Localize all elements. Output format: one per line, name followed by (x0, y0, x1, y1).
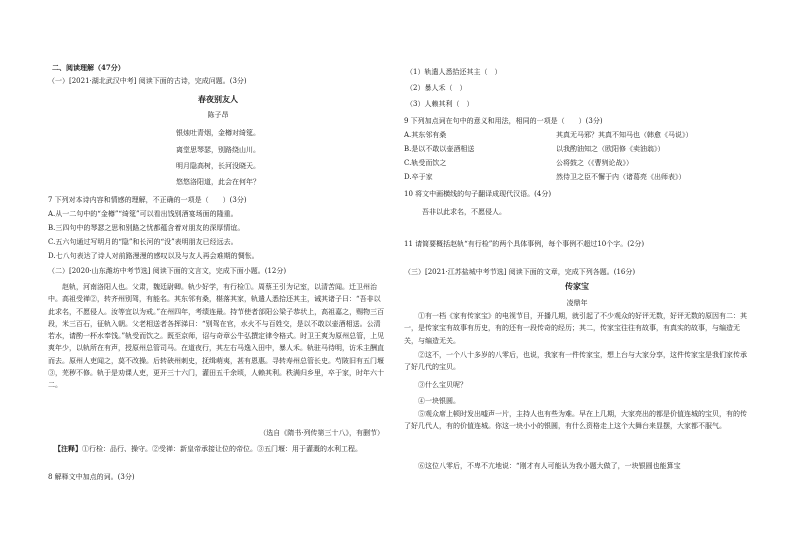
q7-stem: 7 下列对本诗内容和情感的理解，不正确的一项是（ ）(3分) (48, 196, 247, 204)
q9-option-d-left: D.卒于家 (404, 173, 433, 181)
q9-option-a-right: 其真无马邪？其真不知马也（韩愈《马说》） (556, 131, 693, 139)
q9-option-d-right: 然侍卫之臣不懈于内（诸葛亮《出师表》） (556, 173, 686, 181)
section-header: 二、阅读理解（47分） (52, 63, 125, 72)
q8-sub3: （3）人赖其利（ ） (406, 100, 474, 108)
q9-option-b-right: 以我酌油知之（欧阳修《卖油翁》） (556, 145, 665, 153)
story-title: 传家宝 (565, 281, 589, 291)
notes-label: 【注释】 (54, 444, 82, 453)
q7-option-b: B.三四句中的琴瑟之思和别路之忧都蕴含着对朋友的深厚情谊。 (48, 224, 245, 232)
story-para-5: ⑤观众席上顿时发出嘘声一片，主持人也有些为难。早在上几期，大家亮出的都是价值连城的宝贝，有的传了好几代人，有的价值连城。你这一块小小的银圆，有什么资格走上这个大舞台来显摆，大家都不服气。 (404, 410, 747, 431)
q9-option-a-left: A.其东邻有桑 (404, 131, 447, 139)
notes-text: ①行检：品行、操守。②受禅：新皇帝承接让位的帝位。③五门堰：用于灌溉的水利工程。 (82, 445, 362, 453)
story-para-1: ①有一档《家有传家宝》的电视节目，开播几期，就引起了不少观众的好评无数，好评无数的原因有二：其一，是传家宝有故事有历史，有的还有一段传奇的经历；其二，传家宝往往有故事，有真实的故事，与编造无关，与编造无关。 (404, 312, 747, 345)
q8-sub2: （2）暴人禾（ ） (406, 84, 467, 92)
story-para-4: ④一块银圆。 (418, 397, 460, 405)
q9-stem: 9 下列加点词在句中的意义和用法，相同的一项是（ ）(3分) (404, 117, 603, 125)
q9-option-c-left: C.轨受而饮之 (404, 159, 447, 167)
q11-stem: 11 请简要概括赵轨“有行检”的两个具体事例，每个事例不超过10个字。(2分) (404, 240, 645, 248)
story-author: 凌鼎年 (566, 299, 588, 307)
q8-sub1: （1）轨遣人悉拾还其主（ ） (406, 68, 502, 76)
story-para-6: ⑥这位八零后，不卑不亢地说：“刚才有人可能认为我小题大做了，一块银圆也能算宝 (418, 462, 681, 470)
q8-stem: 8 解释文中加点的词。(3分) (48, 473, 135, 481)
story-para-2: ②这不，一个八十多岁的八零后，也说，我家有一件传家宝，想上台与大家分享，这件传家宝是我们家传承了好几代的宝贝。 (404, 351, 747, 372)
q9-option-c-right: 公将鼓之（《曹刿论战》） (556, 159, 633, 167)
poem-line: 银烛吐青烟，金樽对绮筵。 (176, 129, 260, 137)
q7-option-a: A.从一二句中的“金樽”“绮筵”可以看出饯别酒宴场面的隆重。 (48, 210, 238, 218)
q10-stem: 10 将文中画横线的句子翻译成现代汉语。(4分) (404, 190, 552, 198)
q10-sentence: 吾非以此求名，不愿侵人。 (422, 208, 506, 216)
q9-option-b-left: B.是以不敢以壶酒相送 (404, 145, 475, 153)
passage-2-source: （选自《隋书·列传第三十八》，有删节） (259, 429, 384, 437)
part1-intro: （一）[2021·湖北武汉中考] 阅读下面的古诗，完成问题。(3分) (48, 77, 247, 85)
passage-2: 赵轨，河南洛阳人也。父肃，魏廷尉卿。轨少好学，有行检①。周蔡王引为记室，以清苦闻。迁卫州治中。高祖受禅②，转齐州别驾，有能名。其东邻有桑，椹落其家，轨遣人悉拾还其主，诫其诸子曰：“吾非以此求名，不愿侵人。汝等宜以为戒。”在州四年，考绩连最。持节使者郃阳公梁子恭状上，高祖嘉之，赐物三百段，米三百石，征轨入朝。父老相送者各挥涕曰：“别驾在官，水火不与百姓交，是以不敢以壶酒相送。公清若水，请酌一杯水奉饯。”轨受而饮之。既至京师，诏与奇章公牛弘撰定律令格式。时卫王爽为原州总管，上见爽年少，以轨所在有声，授原州总管司马。在道夜行，其左右马逸入田中，暴人禾。轨驻马待明，访禾主酬直而去。原州人吏闻之，莫不改操。后转硖州刺史，抚缉萌夷，甚有恩惠。寻转寿州总管长史。芍陂旧有五门堰③，芜秽不修。轨于是劝课人吏，更开三十六门，灌田五千余顷，人赖其利。秩满归乡里，卒于家，时年六十二。 (48, 283, 385, 390)
story-para-3: ③什么宝贝呢？ (418, 381, 467, 389)
poem-line: 明月隐高树，长河没晓天。 (176, 162, 260, 170)
part3-intro: （三）[2021·江苏盐城中考节选] 阅读下面的文章，完成下列各题。(16分) (404, 268, 636, 276)
poem-author: 陈子昂 (207, 111, 229, 119)
q7-option-c: C.五六句通过写明月的“隐”和长河的“没”表明朋友已经远去。 (48, 238, 238, 246)
q7-option-d: D.七八句表达了诗人对前路漫漫的感叹以及与友人再会难期的惆怅。 (48, 252, 259, 260)
poem-line: 离堂思琴瑟，别路绕山川。 (176, 146, 260, 154)
part2-intro: （二）[2020·山东潍坊中考节选] 阅读下面的文言文，完成下面小题。(12分) (48, 267, 287, 275)
poem-title: 春夜别友人 (198, 94, 238, 104)
poem-line: 悠悠洛阳道，此会在何年？ (176, 178, 260, 186)
notes-block (54, 442, 386, 456)
